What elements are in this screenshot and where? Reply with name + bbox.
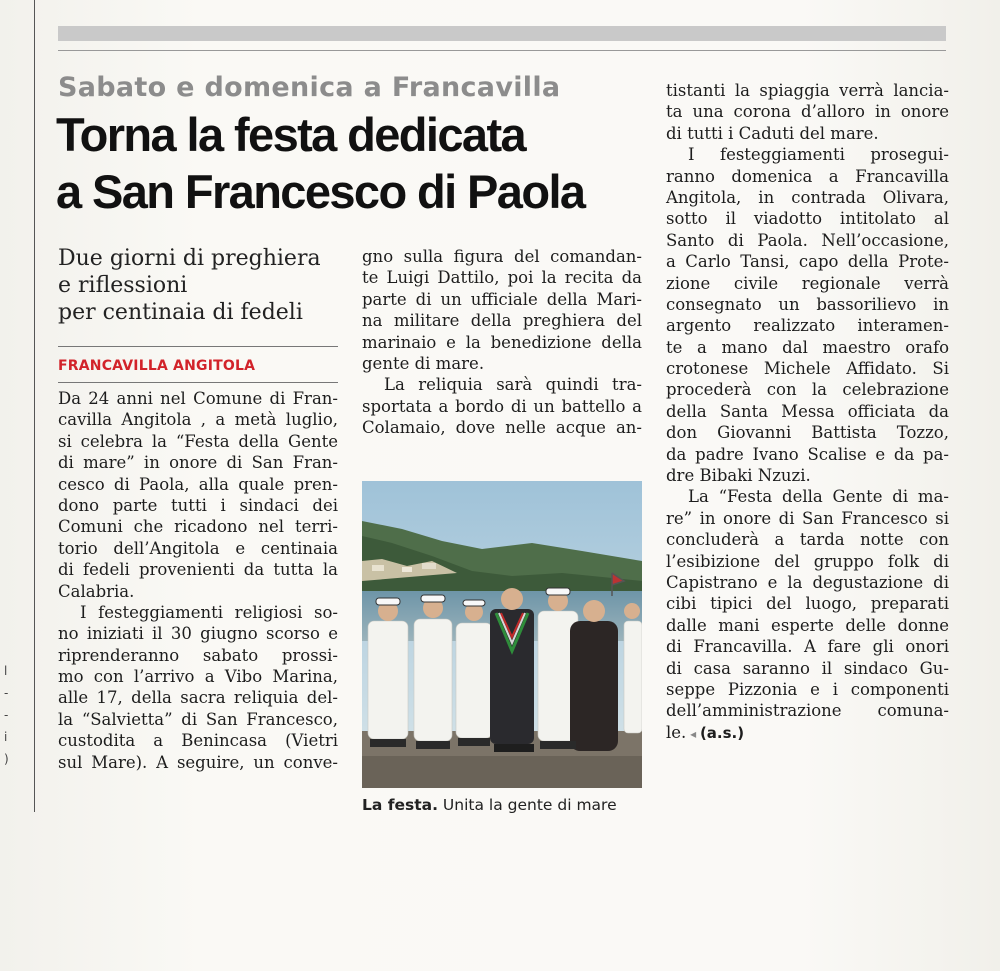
caption-text: Unita la gente di mare bbox=[442, 796, 617, 814]
top-divider bbox=[58, 50, 946, 51]
text-line: argento realizzato interamen- bbox=[666, 316, 949, 336]
edge-mark: i bbox=[4, 730, 8, 744]
text-line: sul Mare). A seguire, un conve- bbox=[58, 752, 338, 772]
headline bbox=[56, 106, 656, 220]
text-line: custodita a Benincasa (Vietri bbox=[58, 731, 338, 751]
text-line: di tutti i Caduti del mare. bbox=[666, 123, 879, 143]
text-line: torio dell’Angitola e centinaia bbox=[58, 538, 338, 558]
text-line: a Carlo Tansi, capo della Prote- bbox=[666, 252, 949, 272]
text-line: di mare” in onore di San Fran- bbox=[58, 453, 338, 473]
text-line: l’esibizione del gruppo folk di bbox=[666, 551, 949, 571]
text-line: della Santa Messa officiata da bbox=[666, 401, 949, 421]
text-line: I festeggiamenti religiosi so- bbox=[80, 602, 338, 622]
text-line: dono parte tutti i sindaci dei bbox=[58, 495, 338, 515]
caption-label: La festa. bbox=[362, 796, 438, 814]
body-column-1 bbox=[58, 388, 338, 773]
text-line: La “Festa della Gente di ma- bbox=[688, 487, 949, 507]
text-line bbox=[666, 722, 949, 743]
subheadline-line: e riflessioni bbox=[58, 273, 188, 298]
text-line: gente di mare. bbox=[362, 353, 485, 373]
text-line: marinaio e la benedizione della bbox=[362, 332, 642, 352]
edge-mark: - bbox=[4, 708, 9, 722]
end-mark-icon: ◂ bbox=[686, 726, 700, 741]
edge-mark: - bbox=[4, 686, 9, 700]
text-line: di Francavilla. A fare gli onori bbox=[666, 637, 949, 657]
text-line: tistanti la spiaggia verrà lancia- bbox=[666, 81, 949, 100]
text-line: I festeggiamenti prosegui- bbox=[688, 145, 949, 165]
text-line: Da 24 anni nel Comune di Fran- bbox=[58, 389, 338, 408]
text-line: Capistrano e la degustazione di bbox=[666, 572, 949, 592]
page-edge-marks bbox=[4, 660, 16, 770]
text-line: parte di un ufficiale della Mari- bbox=[362, 289, 642, 309]
text-line: concluderà a tarda notte con bbox=[666, 530, 949, 550]
text-line: no iniziati il 30 giugno scorso e bbox=[58, 624, 338, 644]
top-bar bbox=[58, 26, 946, 41]
text-line: ta una corona d’alloro in onore bbox=[666, 102, 949, 122]
text-line: Calabria. bbox=[58, 581, 135, 601]
text-line: Colamaio, dove nelle acque an- bbox=[362, 418, 642, 438]
edge-mark: l bbox=[4, 664, 8, 678]
text-line: cavilla Angitola , a metà luglio, bbox=[58, 410, 338, 430]
divider bbox=[58, 346, 338, 347]
text-line: dalle mani esperte delle donne bbox=[666, 615, 949, 635]
text-line: ranno domenica a Francavilla bbox=[666, 166, 949, 186]
headline-line: Torna la festa dedicata bbox=[56, 108, 526, 161]
text-line: Angitola, in contrada Olivara, bbox=[666, 187, 949, 207]
text-line: Santo di Paola. Nell’occasione, bbox=[666, 230, 949, 250]
text-line: crotonese Michele Affidato. Si bbox=[666, 359, 949, 379]
column-rule bbox=[34, 0, 35, 812]
divider bbox=[58, 382, 338, 383]
text-line: procederà con la celebrazione bbox=[666, 380, 949, 400]
body-column-2 bbox=[362, 246, 642, 439]
body-column-3 bbox=[666, 80, 949, 743]
subheadline bbox=[58, 245, 343, 326]
author-signoff: (a.s.) bbox=[699, 723, 745, 742]
text-line: Comuni che ricadono nel terri- bbox=[58, 517, 338, 537]
text-line: te a mano dal maestro orafo bbox=[666, 337, 949, 357]
text-line: alle 17, della sacra reliquia del- bbox=[58, 688, 338, 708]
subheadline-line: per centinaia di fedeli bbox=[58, 300, 303, 325]
subheadline-line: Due giorni di preghiera bbox=[58, 246, 321, 271]
text-line: sportata a bordo di un battello a bbox=[362, 396, 642, 416]
headline-line: a San Francesco di Paola bbox=[56, 165, 585, 218]
text-line: na militare della preghiera del bbox=[362, 311, 642, 331]
text-line: mo con l’arrivo a Vibo Marina, bbox=[58, 667, 338, 687]
text-line: dre Bibaki Nzuzi. bbox=[666, 466, 811, 486]
text-line: zione civile regionale verrà bbox=[666, 273, 949, 293]
text-line: di casa saranno il sindaco Gu- bbox=[666, 658, 949, 678]
text-line: te Luigi Dattilo, poi la recita da bbox=[362, 268, 642, 288]
text-line: cibi tipici del luogo, preparati bbox=[666, 594, 949, 614]
text-line: sotto il viadotto intitolato al bbox=[666, 209, 949, 229]
text-line: gno sulla figura del comandan- bbox=[362, 247, 642, 266]
text-line: riprenderanno sabato prossi- bbox=[58, 645, 338, 665]
text-line: don Giovanni Battista Tozzo, bbox=[666, 423, 949, 443]
location-label: FRANCAVILLA ANGITOLA bbox=[58, 358, 256, 374]
text-line: dell’amministrazione comuna- bbox=[666, 701, 949, 721]
text-line: cesco di Paola, alla quale pren- bbox=[58, 474, 338, 494]
photo-caption bbox=[362, 796, 617, 814]
article-photo bbox=[362, 481, 642, 788]
text-line: si celebra la “Festa della Gente bbox=[58, 431, 338, 451]
text-line: La reliquia sarà quindi tra- bbox=[384, 375, 642, 395]
text-line: di fedeli provenienti da tutta la bbox=[58, 560, 338, 580]
edge-mark: ) bbox=[4, 752, 9, 766]
kicker: Sabato e domenica a Francavilla bbox=[58, 72, 561, 103]
text-line: da padre Ivano Scalise e da pa- bbox=[666, 444, 949, 464]
text-line: la “Salvietta” di San Francesco, bbox=[58, 709, 338, 729]
text-line: re” in onore di San Francesco si bbox=[666, 508, 949, 528]
text-line-end: le. bbox=[666, 722, 687, 742]
text-line: seppe Pizzonia e i componenti bbox=[666, 679, 949, 699]
text-line: consegnato un bassorilievo in bbox=[666, 294, 949, 314]
